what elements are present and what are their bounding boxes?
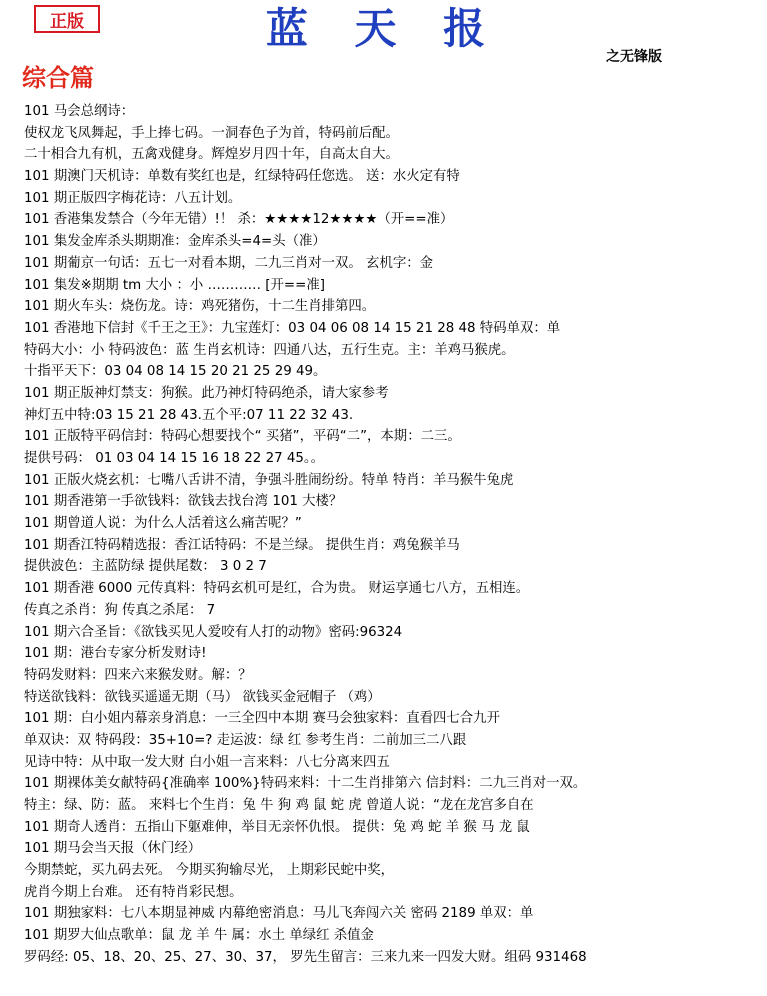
text-line: 101 集发※期期 tm 大小 ：小 ………… [开==准] (24, 277, 325, 293)
section-title: 综合篇 (22, 64, 94, 92)
text-line: 使权龙飞凤舞起，手上捧七码。一洞春色子为首，特码前后配。 (24, 125, 399, 141)
text-line: 十指平天下：03 04 08 14 15 20 21 25 29 49。 (24, 364, 327, 380)
text-line: 101 期六合圣旨：《欲钱买见人爱咬有人打的动物》密码:96324 (24, 624, 403, 640)
text-line: 101 期马会当天报（休门经） (24, 841, 202, 857)
article-body (24, 101, 764, 969)
text-line: 传真之杀肖：狗 传真之杀尾： 7 (24, 602, 216, 618)
text-line: 神灯五中特:03 15 21 28 43.五个平:07 11 22 32 43. (24, 407, 354, 423)
text-line: 101 期独家料：七八本期显神威 内幕绝密消息：马儿飞奔闯六关 密码 2189 单双：单 (24, 906, 534, 922)
text-line: 二十相合九有机，五禽戏健身。辉煌岁月四十年，自高太自大。 (24, 147, 399, 163)
text-line: 101 期香江特码精选报：香江话特码：不是兰绿。 提供生肖：鸡兔猴羊马 (24, 537, 460, 553)
text-line: 101 期香港第一手欲钱料：欲钱去找台湾 101 大楼？ (24, 494, 343, 510)
text-line: 101 期正版神灯禁支：狗猴。此乃神灯特码绝杀，请大家参考 (24, 385, 389, 401)
text-line: 101 正版特平码信封：特码心想要找个“ 买猪”，平码“二”，本期：二三。 (24, 429, 461, 445)
text-line: 101 期香港 6000 元传真料：特码玄机可是红，合为贵。 财运享通七八方，五相连。 (24, 581, 530, 597)
text-line: 101 期：白小姐内幕亲身消息：一三全四中本期 赛马会独家料：直看四七合九开 (24, 711, 500, 727)
genuine-badge: 正版 (34, 5, 100, 33)
text-line: 特送欲钱料：欲钱买遥遥无期（马） 欲钱买金冠帽子 （鸡） (24, 689, 381, 705)
newspaper-title: 蓝 天 报 (265, 4, 502, 53)
text-line: 特主：绿、防：蓝。 来料七个生肖：兔 牛 狗 鸡 鼠 蛇 虎 曾道人说：“龙在龙宫多自在 (24, 798, 534, 813)
text-line: 101 期正版四字梅花诗：八五计划。 (24, 190, 242, 206)
text-line: 101 期葡京一句话：五七一对看本期，二九三肖对一双。 玄机字：金 (24, 255, 434, 271)
text-line: 101 香港集发禁合（今年无错）!！ 杀：★★★★12★★★★（开==准） (24, 212, 454, 228)
edition-label: 之无锋版 (606, 49, 662, 65)
text-line: 提供号码： 01 03 04 14 15 16 18 22 27 45。。 (24, 451, 324, 466)
text-line: 101 集发金库杀头期期准：金库杀头=4=头（准） (24, 234, 326, 250)
text-line: 见诗中特：从中取一发大财 白小姐一言来料：八七分离来四五 (24, 754, 390, 770)
text-line: 虎肖今期上台难。 还有特肖彩民想。 (24, 884, 243, 900)
text-line: 今期禁蛇，买九码去死。 今期买狗输尽光， 上期彩民蛇中奖， (24, 863, 395, 879)
text-line: 101 正版火烧玄机：七嘴八舌讲不清，争强斗胜闹纷纷。特单 特肖：羊马猴牛兔虎 (24, 472, 514, 488)
text-line: 101 马会总纲诗： (24, 104, 135, 119)
text-line: 101 期曾道人说：为什么人活着这么痛苦呢？” (24, 516, 302, 532)
text-line: 101 期裸体美女献特码{准确率 100%}特码来料：十二生肖排第六 信封料：二九三肖对一双。 (24, 776, 587, 792)
text-line: 101 期：港台专家分析发财诗! (24, 646, 207, 662)
text-line: 特码发财料：四来六来猴发财。解：？ (24, 667, 252, 683)
text-line: 101 期奇人透肖：五指山下躯难伸，举目无亲怀仇恨。 提供：兔 鸡 蛇 羊 猴 马 龙 鼠 (24, 819, 530, 835)
text-line: 101 期火车头：烧伤龙。诗：鸡死猪伤，十二生肖排第四。 (24, 299, 376, 315)
text-line: 特码大小：小 特码波色：蓝 生肖玄机诗：四通八达，五行生克。主：羊鸡马猴虎。 (24, 342, 515, 358)
text-line: 提供波色：主蓝防绿 提供尾数： 3 0 2 7 (24, 559, 267, 575)
text-line: 单双诀：双 特码段：35+10=? 走运波：绿 红 参考生肖：二前加三二八跟 (24, 732, 467, 748)
text-line: 101 期罗大仙点歌单：鼠 龙 羊 牛 属：水土 单绿红 杀值金 (24, 928, 374, 944)
text-line: 罗码经: 05、18、20、25、27、30、37， 罗先生留言：三来九来一四发大财。组码 931468 (24, 949, 587, 965)
text-line: 101 香港地下信封《千王之王》：九宝莲灯：03 04 06 08 14 15 21 28 48 特码单双：单 (24, 320, 561, 336)
text-line: 101 期澳门天机诗：单数有奖红也是，红绿特码任您选。 送：水火定有特 (24, 169, 460, 185)
